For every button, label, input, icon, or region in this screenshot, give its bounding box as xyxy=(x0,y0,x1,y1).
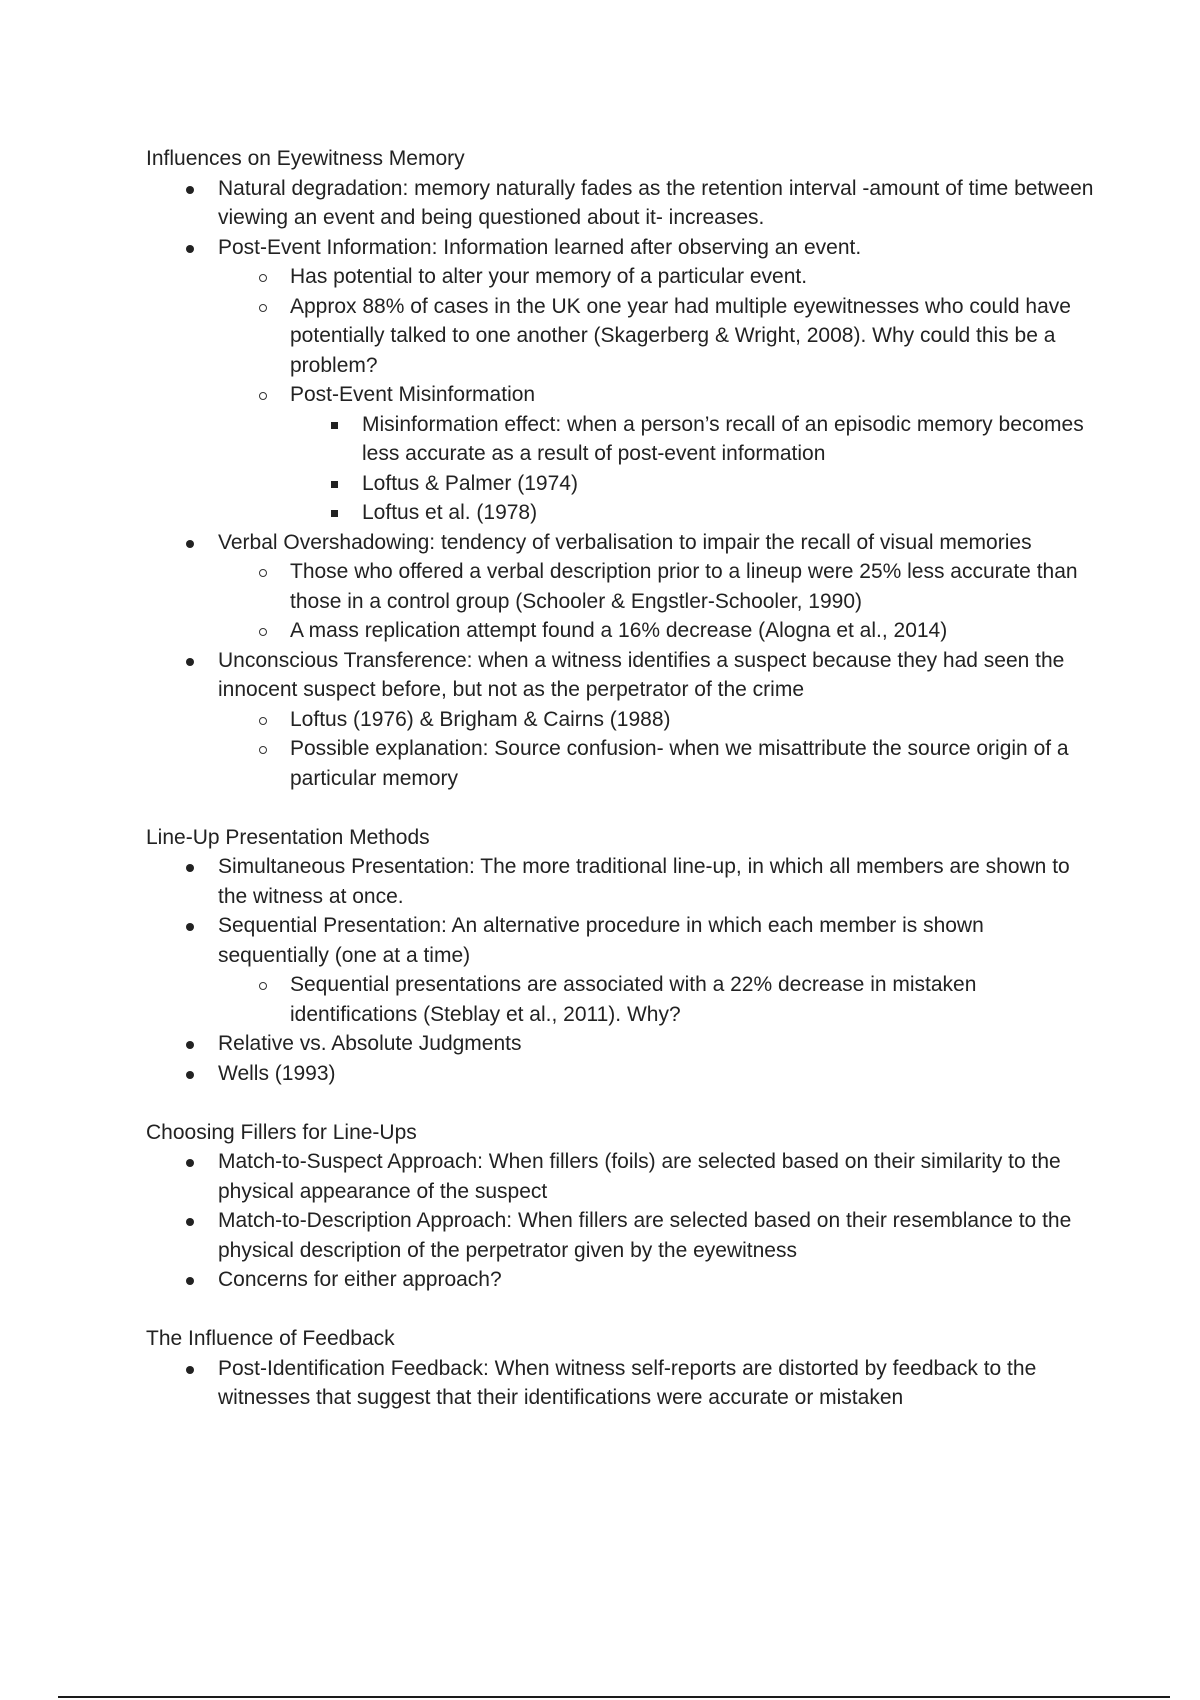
list-item xyxy=(290,469,1096,499)
list-item-text: Misinformation effect: when a person’s recall of an episodic memory becomes less accurate as a result of post-event information xyxy=(362,412,1084,465)
list-item-text: Verbal Overshadowing: tendency of verbalisation to impair the recall of visual memories xyxy=(218,530,1032,554)
list-item xyxy=(146,528,1096,646)
list-item-text: Those who offered a verbal description prior to a lineup were 25% less accurate than those in a control group (Schooler & Engstler-Schooler, 1990) xyxy=(290,560,1078,613)
list-item-text: Simultaneous Presentation: The more traditional line-up, in which all members are shown to the witness at once. xyxy=(218,855,1070,908)
section-heading: The Influence of Feedback xyxy=(146,1327,395,1350)
list-item xyxy=(218,262,1096,292)
list-item-text: Post-Event Misinformation xyxy=(290,383,536,406)
list-item-text: Has potential to alter your memory of a particular event. xyxy=(290,265,808,288)
bullet-dot-icon xyxy=(146,1029,218,1059)
list-item xyxy=(290,410,1096,469)
bullet-dot-icon xyxy=(146,911,218,941)
bullet-dot-icon xyxy=(146,646,218,676)
bullet-list-level-1 xyxy=(146,852,1096,1088)
list-item xyxy=(218,705,1096,735)
bullet-dot-icon xyxy=(146,1206,218,1236)
list-item xyxy=(218,557,1096,616)
list-item xyxy=(146,1029,1096,1059)
bullet-square-icon xyxy=(290,498,362,528)
bullet-list-level-2 xyxy=(146,557,1096,646)
page-bottom-rule xyxy=(58,1696,1170,1698)
list-item-text: Loftus et al. (1978) xyxy=(362,501,538,524)
bullet-dot-icon xyxy=(146,1059,218,1089)
bullet-list-level-2 xyxy=(146,262,1096,528)
bullet-dot-icon xyxy=(146,1147,218,1177)
list-item xyxy=(146,1354,1096,1413)
bullet-square-icon xyxy=(290,469,362,499)
section xyxy=(146,144,1096,793)
bullet-circle-icon xyxy=(218,616,290,646)
bullet-dot-icon xyxy=(146,1354,218,1384)
list-item xyxy=(218,970,1096,1029)
list-item-text: Sequential Presentation: An alternative procedure in which each member is shown sequentially (one at a time) xyxy=(218,914,984,967)
bullet-dot-icon xyxy=(146,528,218,558)
bullet-circle-icon xyxy=(218,557,290,587)
section-heading: Choosing Fillers for Line-Ups xyxy=(146,1120,417,1144)
bullet-circle-icon xyxy=(218,262,290,292)
bullet-square-icon xyxy=(290,410,362,440)
list-item xyxy=(218,734,1096,793)
bullet-circle-icon xyxy=(218,970,290,1000)
list-item xyxy=(218,292,1096,381)
list-item xyxy=(146,911,1096,1029)
list-item-text: Relative vs. Absolute Judgments xyxy=(218,1032,522,1055)
list-item xyxy=(146,646,1096,794)
section-heading: Line-Up Presentation Methods xyxy=(146,825,430,849)
list-item xyxy=(146,852,1096,911)
bullet-circle-icon xyxy=(218,380,290,410)
list-item xyxy=(146,1147,1096,1206)
list-item-text: Match-to-Suspect Approach: When fillers (foils) are selected based on their similarity to the physical appearance of the suspect xyxy=(218,1150,1061,1203)
list-item xyxy=(146,233,1096,528)
bullet-dot-icon xyxy=(146,174,218,204)
bullet-circle-icon xyxy=(218,734,290,764)
list-item xyxy=(146,174,1096,233)
list-item-text: Match-to-Description Approach: When fillers are selected based on their resemblance to the physical description of the perpetrator given by the eyewitness xyxy=(218,1209,1072,1262)
bullet-dot-icon xyxy=(146,233,218,263)
list-item-text: Sequential presentations are associated with a 22% decrease in mistaken identifications (Steblay et al., 2011). Why? xyxy=(290,973,977,1026)
list-item-text: Wells (1993) xyxy=(218,1061,336,1085)
list-item-text: Unconscious Transference: when a witness identifies a suspect because they had seen the innocent suspect before, but not as the perpetrator of the crime xyxy=(218,648,1065,701)
list-item xyxy=(218,616,1096,646)
list-item-text: Post-Identification Feedback: When witness self-reports are distorted by feedback to the witnesses that suggest that their identifications were accurate or mistaken xyxy=(218,1356,1037,1409)
section xyxy=(146,1324,1096,1413)
list-item-text: Natural degradation: memory naturally fades as the retention interval -amount of time between viewing an event and being questioned about it- increases. xyxy=(218,176,1094,229)
document-page xyxy=(146,144,1096,1442)
bullet-list-level-2 xyxy=(146,705,1096,794)
section xyxy=(146,823,1096,1089)
list-item-text: Post-Event Information: Information learned after observing an event. xyxy=(218,235,862,259)
bullet-dot-icon xyxy=(146,1265,218,1295)
list-item-text: Approx 88% of cases in the UK one year had multiple eyewitnesses who could have potentially talked to one another (Skagerberg & Wright, 2008). Why could this be a problem? xyxy=(290,294,1071,377)
bullet-list-level-3 xyxy=(218,410,1096,528)
bullet-list-level-1 xyxy=(146,174,1096,794)
list-item-text: Concerns for either approach? xyxy=(218,1268,502,1291)
bullet-list-level-2 xyxy=(146,970,1096,1029)
section xyxy=(146,1118,1096,1295)
list-item xyxy=(146,1059,1096,1089)
list-item xyxy=(146,1265,1096,1295)
bullet-circle-icon xyxy=(218,705,290,735)
list-item-text: Loftus (1976) & Brigham & Cairns (1988) xyxy=(290,707,671,731)
bullet-list-level-1 xyxy=(146,1354,1096,1413)
list-item xyxy=(146,1206,1096,1265)
section-heading: Influences on Eyewitness Memory xyxy=(146,147,465,170)
bullet-circle-icon xyxy=(218,292,290,322)
list-item xyxy=(290,498,1096,528)
list-item-text: Loftus & Palmer (1974) xyxy=(362,471,578,495)
list-item xyxy=(218,380,1096,528)
bullet-dot-icon xyxy=(146,852,218,882)
list-item-text: Possible explanation: Source confusion- when we misattribute the source origin of a particular memory xyxy=(290,737,1069,790)
bullet-list-level-1 xyxy=(146,1147,1096,1295)
list-item-text: A mass replication attempt found a 16% decrease (Alogna et al., 2014) xyxy=(290,619,948,642)
